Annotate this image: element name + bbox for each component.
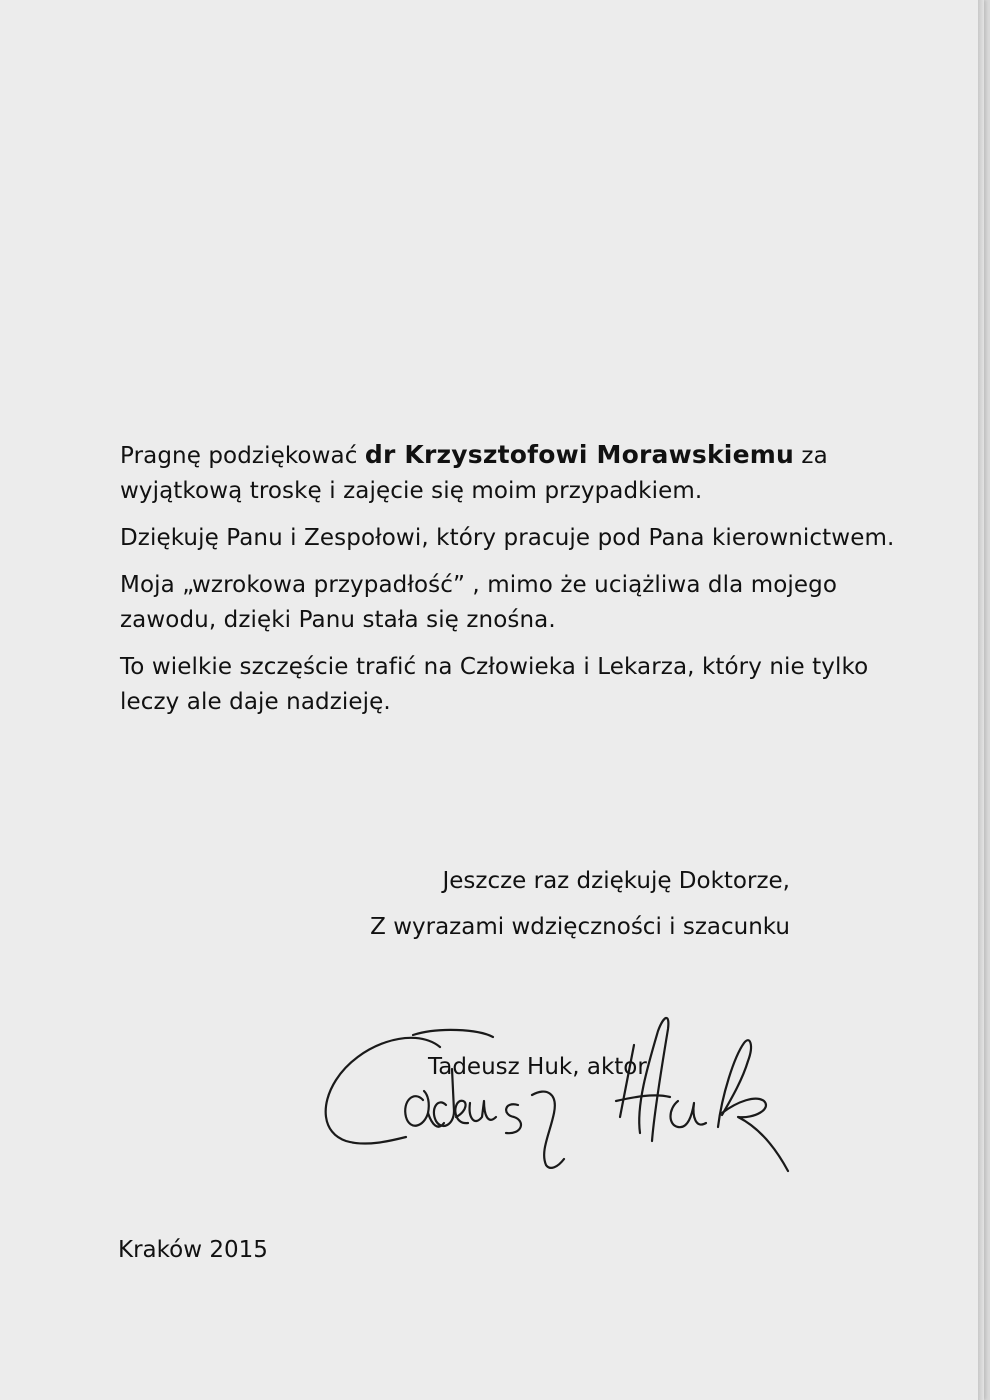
closing-line-thanks: Jeszcze raz dziękuję Doktorze, [442,868,790,894]
letter-body [120,437,900,732]
paragraph-team: Dziękuję Panu i Zespołowi, który pracuje pod Pana kierownictwem. [120,525,895,551]
page-edge [978,0,984,1400]
handwritten-signature [318,1005,798,1180]
thanks-rest: za wyjątkową troskę i zajęcie się moim przypadkiem. [120,443,828,504]
place-and-date: Kraków 2015 [118,1237,268,1263]
closing-line-regards: Z wyrazami wdzięczności i szacunku [370,914,790,940]
thanks-intro: Pragnę podziękować [120,443,358,469]
author-name: Tadeusz Huk, aktor [428,1054,647,1080]
paragraph-hope: To wielkie szczęście trafić na Człowieka i Lekarza, który nie tylko leczy ale daje nadzieję. [120,654,869,715]
paragraph-condition: Moja „wzrokowa przypadłość” , mimo że uciążliwa dla mojego zawodu, dzięki Panu stała się znośna. [120,572,838,633]
recipient-name: dr Krzysztofowi Morawskiemu [364,440,794,469]
paragraph-thanks [120,437,900,509]
